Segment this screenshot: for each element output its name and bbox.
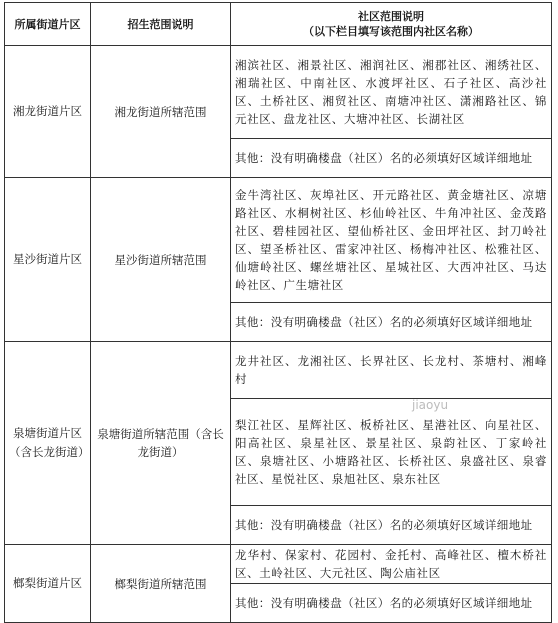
community-list-cell: 龙华村、保家村、花园村、金托村、高峰社区、檀木桥社区、土岭社区、大元社区、陶公庙社区 xyxy=(231,545,552,584)
table-row xyxy=(5,178,552,303)
scope-cell: 星沙街道所辖范围 xyxy=(91,178,231,342)
watermark: jiaoyu xyxy=(412,398,449,412)
header-scope: 招生范围说明 xyxy=(91,3,231,46)
table-row xyxy=(5,545,552,584)
note-cell: 其他：没有明确楼盘（社区）名的必须填好区域详细地址 xyxy=(231,139,552,178)
note-cell: 其他：没有明确楼盘（社区）名的必须填好区域详细地址 xyxy=(231,584,552,623)
district-cell: 星沙街道片区 xyxy=(5,178,91,342)
community-list-cell: 金牛湾社区、灰埠社区、开元路社区、黄金塘社区、凉塘路社区、水桐树社区、杉仙岭社区、牛角冲社区、金茂路社区、碧桂园社区、望仙桥社区、金田坪社区、封刀岭社区、望圣桥社区、雷家冲社区、杨梅冲社区、松雅社区、仙塘岭社区、螺丝塘社区、星城社区、大西冲社区、马达岭社区、广生塘社区 xyxy=(231,178,552,303)
scope-cell: 榔梨街道所辖范围 xyxy=(91,545,231,623)
header-community-subtitle: （以下栏目填写该范围内社区名称） xyxy=(303,25,479,38)
header-community xyxy=(231,3,552,46)
community-list-cell: 龙井社区、龙湘社区、长界社区、长龙村、茶塘村、湘峰村 xyxy=(231,342,552,399)
district-cell: 榔梨街道片区 xyxy=(5,545,91,623)
scope-cell: 湘龙街道所辖范围 xyxy=(91,46,231,178)
table-row xyxy=(5,46,552,139)
community-list-cell: 湘滨社区、湘景社区、湘润社区、湘郡社区、湘绣社区、湘瑞社区、中南社区、水渡坪社区、石子社区、高沙社区、土桥社区、湘贸社区、南塘冲社区、潇湘路社区、锦元社区、盘龙社区、大塘冲社区、长湖社区 xyxy=(231,46,552,139)
note-cell: 其他：没有明确楼盘（社区）名的必须填好区域详细地址 xyxy=(231,506,552,545)
enrollment-scope-table xyxy=(4,2,552,623)
scope-cell: 泉塘街道所辖范围（含长龙街道） xyxy=(91,342,231,545)
district-cell: 湘龙街道片区 xyxy=(5,46,91,178)
header-district: 所属街道片区 xyxy=(5,3,91,46)
note-cell: 其他：没有明确楼盘（社区）名的必须填好区域详细地址 xyxy=(231,303,552,342)
district-cell: 泉塘街道片区（含长龙街道） xyxy=(5,342,91,545)
header-community-title: 社区范围说明 xyxy=(358,10,424,23)
table-row xyxy=(5,342,552,399)
community-list-cell: 梨江社区、星辉社区、板桥社区、星港社区、向星社区、阳高社区、泉星社区、景星社区、泉韵社区、丁家岭社区、泉塘社区、小塘路社区、长桥社区、泉盛社区、泉睿社区、星悦社区、泉旭社区、泉东社区 xyxy=(231,399,552,506)
table-header-row xyxy=(5,3,552,46)
